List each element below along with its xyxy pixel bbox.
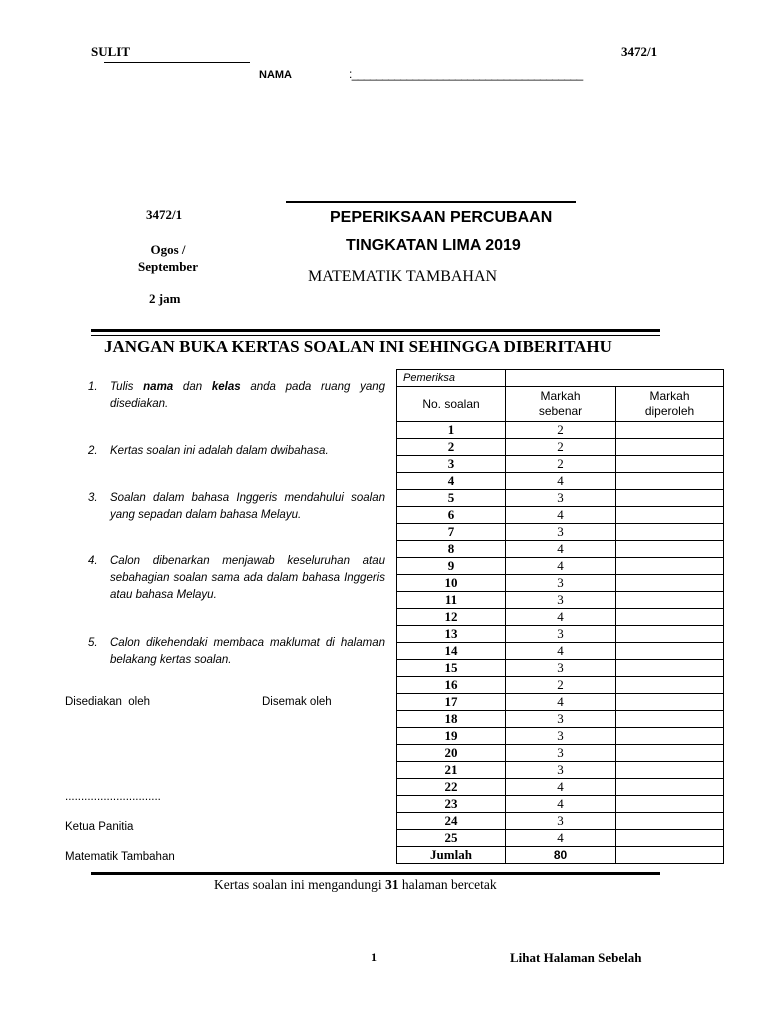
examiner-label: Pemeriksa [397,370,506,387]
instruction-1-bold-kelas: kelas [211,381,241,393]
table-row [397,813,724,830]
table-row [397,609,724,626]
question-number: 6 [397,507,506,524]
col-full-marks-header [506,387,616,422]
question-number: 7 [397,524,506,541]
page-number: 1 [371,950,377,964]
question-number: 9 [397,558,506,575]
col-full-marks-line2: sebenar [538,404,583,418]
table-row [397,490,724,507]
full-marks: 4 [506,541,616,558]
total-obtained-cell[interactable] [616,847,724,864]
full-marks: 3 [506,762,616,779]
question-number: 17 [397,694,506,711]
instruction-1-text-a: Tulis [110,381,144,393]
obtained-marks-cell[interactable] [616,507,724,524]
full-marks: 2 [506,677,616,694]
obtained-marks-cell[interactable] [616,745,724,762]
obtained-marks-cell[interactable] [616,626,724,643]
question-number: 1 [397,422,506,439]
obtained-marks-cell[interactable] [616,830,724,847]
instruction-1 [88,379,385,413]
obtained-marks-cell[interactable] [616,643,724,660]
marks-table [396,369,724,864]
prepared-by-label: Disediakan oleh [65,696,151,708]
question-number: 16 [397,677,506,694]
instruction-4-text: Calon dibenarkan menjawab keseluruhan atau sebahagian soalan sama ada dalam bahasa Inggeris atau bahasa Melayu. [110,555,385,601]
instruction-5-number: 5. [88,637,98,649]
instruction-1-text-b: dan [173,381,212,393]
page-count-after: halaman bercetak [398,877,497,892]
question-number: 5 [397,490,506,507]
examiner-blank [506,370,724,387]
question-number: 21 [397,762,506,779]
full-marks: 3 [506,728,616,745]
next-page-text: Lihat Halaman Sebelah [510,950,642,965]
instruction-3-number: 3. [88,492,98,504]
full-marks: 4 [506,830,616,847]
header-underline [104,62,250,63]
question-number: 22 [397,779,506,796]
col-full-marks-line1: Markah [540,389,581,403]
examiner-row [397,370,724,387]
instruction-4-number: 4. [88,555,98,567]
obtained-marks-cell[interactable] [616,762,724,779]
instruction-4 [88,553,385,604]
question-number: 2 [397,439,506,456]
instruction-1-number: 1. [88,381,98,393]
nama-label: NAMA [259,69,292,81]
total-row [397,847,724,864]
table-row [397,473,724,490]
checked-by-label: Disemak oleh [262,696,332,708]
question-number: 15 [397,660,506,677]
question-number: 14 [397,643,506,660]
instruction-1-text-c: anda pada ruang yang disediakan. [110,381,386,410]
table-row [397,779,724,796]
obtained-marks-cell[interactable] [616,575,724,592]
obtained-marks-cell[interactable] [616,728,724,745]
question-number: 24 [397,813,506,830]
paper-code: 3472/1 [146,207,183,222]
question-number: 20 [397,745,506,762]
full-marks: 2 [506,439,616,456]
table-row [397,575,724,592]
full-marks: 4 [506,473,616,490]
obtained-marks-cell[interactable] [616,541,724,558]
full-marks: 2 [506,456,616,473]
exam-month-line2: September [138,259,198,274]
col-obtained-line1: Markah [649,389,690,403]
question-number: 11 [397,592,506,609]
page-count-number: 31 [384,877,399,892]
full-marks: 4 [506,609,616,626]
header-paper-code: 3472/1 [621,44,658,59]
table-row [397,592,724,609]
table-row [397,796,724,813]
full-marks: 3 [506,660,616,677]
instruction-5 [88,635,385,669]
col-obtained-header [616,387,724,422]
table-row [397,439,724,456]
question-number: 19 [397,728,506,745]
full-marks: 2 [506,422,616,439]
obtained-marks-cell[interactable] [616,490,724,507]
obtained-marks-cell[interactable] [616,592,724,609]
obtained-marks-cell[interactable] [616,660,724,677]
signature-dots: .............................. [65,791,161,803]
warning-rule-bottom [91,335,660,336]
subject-title: MATEMATIK TAMBAHAN [308,268,498,285]
ketua-panitia-label: Ketua Panitia [65,821,134,833]
full-marks: 3 [506,575,616,592]
table-row [397,677,724,694]
table-row [397,643,724,660]
obtained-marks-cell[interactable] [616,711,724,728]
obtained-marks-cell[interactable] [616,439,724,456]
table-row [397,456,724,473]
table-row [397,524,724,541]
warning-text: JANGAN BUKA KERTAS SOALAN INI SEHINGGA DIBERITAHU [104,337,612,356]
header-row [397,387,724,422]
instruction-2 [88,443,385,460]
obtained-marks-cell[interactable] [616,456,724,473]
full-marks: 4 [506,507,616,524]
obtained-marks-cell[interactable] [616,524,724,541]
question-number: 4 [397,473,506,490]
full-marks: 4 [506,694,616,711]
instruction-5-text: Calon dikehendaki membaca maklumat di halaman belakang kertas soalan. [110,637,385,666]
full-marks: 3 [506,626,616,643]
question-number: 23 [397,796,506,813]
obtained-marks-cell[interactable] [616,813,724,830]
nama-line: :______________________________________ [349,67,583,81]
instruction-2-text: Kertas soalan ini adalah dalam dwibahasa. [110,445,329,457]
header-sulit: SULIT [91,44,131,59]
full-marks: 3 [506,592,616,609]
obtained-marks-cell[interactable] [616,422,724,439]
table-row [397,745,724,762]
exam-title-line2: TINGKATAN LIMA 2019 [346,237,521,254]
instruction-3 [88,490,385,524]
question-number: 12 [397,609,506,626]
instruction-1-bold-nama: nama [143,381,174,393]
obtained-marks-cell[interactable] [616,779,724,796]
question-number: 25 [397,830,506,847]
question-number: 18 [397,711,506,728]
table-row [397,830,724,847]
full-marks: 4 [506,643,616,660]
table-row [397,694,724,711]
total-value: 80 [506,847,616,864]
question-number: 10 [397,575,506,592]
table-row [397,626,724,643]
table-row [397,558,724,575]
obtained-marks-cell[interactable] [616,796,724,813]
exam-month-line1: Ogos / [150,242,186,257]
question-number: 3 [397,456,506,473]
obtained-marks-cell[interactable] [616,609,724,626]
question-number: 8 [397,541,506,558]
table-row [397,711,724,728]
table-row [397,541,724,558]
full-marks: 4 [506,779,616,796]
exam-month [120,241,216,275]
instruction-3-text: Soalan dalam bahasa Inggeris mendahului soalan yang sepadan dalam bahasa Melayu. [110,492,385,521]
exam-duration: 2 jam [149,291,181,306]
table-row [397,728,724,745]
question-number: 13 [397,626,506,643]
full-marks: 3 [506,745,616,762]
page-count-text [214,877,497,893]
warning-rule-top [91,329,660,332]
full-marks: 3 [506,490,616,507]
bottom-rule [91,872,660,875]
full-marks: 4 [506,796,616,813]
full-marks: 3 [506,813,616,830]
obtained-marks-cell[interactable] [616,677,724,694]
obtained-marks-cell[interactable] [616,694,724,711]
table-row [397,507,724,524]
col-question-header: No. soalan [397,387,506,422]
total-label: Jumlah [397,847,506,864]
col-obtained-line2: diperoleh [644,404,695,418]
table-row [397,762,724,779]
instruction-2-number: 2. [88,445,98,457]
table-row [397,422,724,439]
exam-title-line1: PEPERIKSAAN PERCUBAAN [330,209,553,226]
obtained-marks-cell[interactable] [616,558,724,575]
title-rule [286,201,576,203]
full-marks: 4 [506,558,616,575]
table-row [397,660,724,677]
full-marks: 3 [506,524,616,541]
obtained-marks-cell[interactable] [616,473,724,490]
panitia-subject-label: Matematik Tambahan [65,851,175,863]
page-count-before: Kertas soalan ini mengandungi [214,877,385,892]
full-marks: 3 [506,711,616,728]
